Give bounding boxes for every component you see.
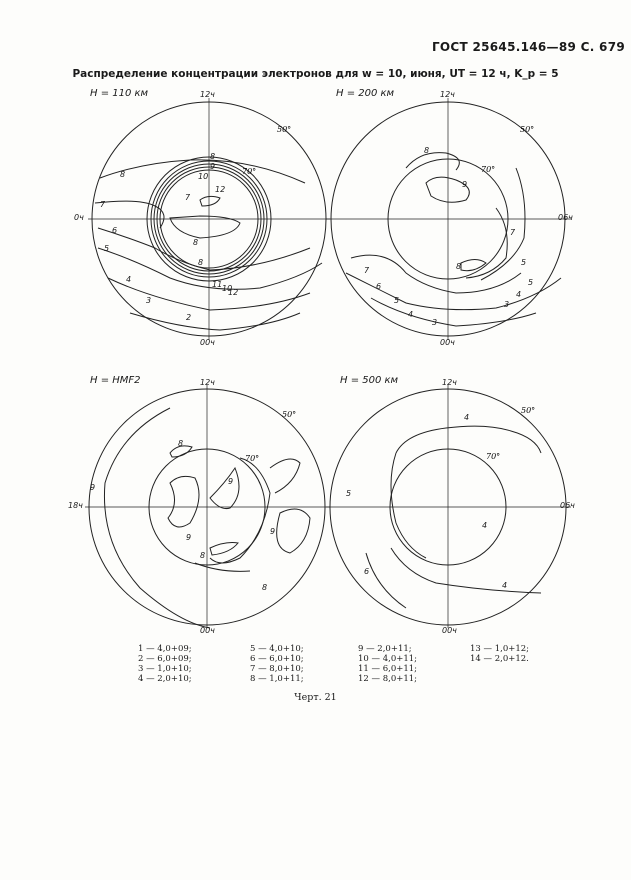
contour-label: 8 — [198, 258, 204, 267]
label-00h: 00ч — [200, 626, 215, 635]
legend-col-1 — [138, 644, 258, 684]
panel-title: H = 500 км — [340, 375, 399, 386]
contour-label: 8 — [200, 551, 206, 560]
label-12h: 12ч — [200, 90, 215, 99]
contour-label: 3 — [504, 300, 510, 309]
contour-label: 7 — [185, 193, 191, 202]
ring-label-70: 70° — [242, 167, 257, 176]
contour-label: 8 — [178, 439, 184, 448]
ring-label-50: 50° — [277, 125, 292, 134]
contour-label: 2 — [186, 313, 192, 322]
contour-label: 9 — [186, 533, 192, 542]
contour-label: 4 — [482, 521, 488, 530]
legend-item: 1 — 4,0+09; — [138, 644, 192, 654]
legend-item: 4 — 2,0+10; — [138, 674, 192, 684]
legend-item: 14 — 2,0+12. — [470, 654, 529, 664]
legend-col-4 — [470, 644, 590, 664]
contour-label: 7 — [510, 228, 516, 237]
contour-label: 4 — [502, 581, 508, 590]
contour-label: 9 — [462, 180, 468, 189]
contour-label: 8 — [262, 583, 268, 592]
legend-col-3 — [358, 644, 478, 684]
legend-item: 6 — 6,0+10; — [250, 654, 304, 664]
label-00h: 00ч — [200, 338, 215, 347]
legend-item: 3 — 1,0+10; — [138, 664, 192, 674]
figure-caption: Черт. 21 — [294, 692, 337, 703]
contour-label: 5 — [394, 296, 400, 305]
contour-label: 9 — [210, 162, 216, 171]
legend-item: 7 — 8,0+10; — [250, 664, 304, 674]
panel-200km — [296, 88, 606, 368]
contour-label: 8 — [456, 262, 462, 271]
contour-label: 5 — [528, 278, 534, 287]
panel-500km — [296, 373, 606, 653]
label-0h: 0ч — [74, 213, 84, 222]
legend-item: 12 — 8,0+11; — [358, 674, 418, 684]
panel-title: H = HMF2 — [90, 375, 141, 386]
contour-label: 6 — [112, 226, 118, 235]
label-06h: 06ч — [558, 213, 573, 222]
ring-label-50: 50° — [520, 125, 535, 134]
polar-plot-500km — [296, 373, 606, 653]
polar-plot-200km — [296, 88, 606, 368]
label-00h: 00ч — [440, 338, 455, 347]
ring-label-70: 70° — [481, 165, 496, 174]
contour-label: 3 — [432, 318, 438, 327]
contour-label: 4 — [464, 413, 470, 422]
label-06h: 06ч — [560, 501, 575, 510]
contour-label: 8 — [120, 170, 126, 179]
contour-label: 10 — [222, 284, 233, 293]
contour-label: 12 — [215, 185, 226, 194]
contour-label: 8 — [210, 152, 216, 161]
label-12h: 12ч — [200, 378, 215, 387]
contour-label: 9 — [270, 527, 276, 536]
contour-label: 4 — [408, 310, 414, 319]
contour-label: 8 — [424, 146, 430, 155]
contour-label: 9 — [90, 483, 96, 492]
contour-label: 5 — [521, 258, 527, 267]
figure-title: Распределение концентрации электронов для w = 10, июня, UT = 12 ч, K_p = 5 — [72, 68, 559, 80]
legend-item: 5 — 4,0+10; — [250, 644, 304, 654]
legend-col-2 — [250, 644, 370, 684]
contour-label: 5 — [104, 244, 110, 253]
contour-label: 7 — [364, 266, 370, 275]
label-00h: 00ч — [442, 626, 457, 635]
contour-label: 4 — [516, 290, 522, 299]
ring-label-70: 70° — [245, 454, 260, 463]
label-12h: 12ч — [440, 90, 455, 99]
label-18h: 18ч — [68, 501, 83, 510]
contour-label: 6 — [376, 282, 382, 291]
contour-label: 6 — [364, 567, 370, 576]
contour-label: 12 — [228, 288, 239, 297]
panel-title: H = 200 км — [336, 88, 395, 99]
contour-label: 5 — [346, 489, 352, 498]
legend-item: 13 — 1,0+12; — [470, 644, 530, 654]
ring-label-50: 50° — [521, 406, 536, 415]
legend-item: 9 — 2,0+11; — [358, 644, 412, 654]
contour-label: 9 — [228, 477, 234, 486]
ring-label-50: 50° — [282, 410, 297, 419]
legend-item: 2 — 6,0+09; — [138, 654, 192, 664]
ring-label-70: 70° — [486, 452, 501, 461]
page-header: ГОСТ 25645.146—89 С. 679 — [431, 40, 625, 54]
contour-label: 3 — [146, 296, 152, 305]
legend-item: 10 — 4,0+11; — [358, 654, 418, 664]
contour-label: 7 — [100, 200, 106, 209]
label-12h: 12ч — [442, 378, 457, 387]
contour-label: 4 — [126, 275, 132, 284]
contour-label: 11 — [212, 280, 223, 289]
legend-item: 11 — 6,0+11; — [358, 664, 418, 674]
panel-title: H = 110 км — [90, 88, 149, 99]
contour-label: 10 — [198, 172, 209, 181]
legend-item: 8 — 1,0+11; — [250, 674, 304, 684]
contour-label: 8 — [193, 238, 199, 247]
